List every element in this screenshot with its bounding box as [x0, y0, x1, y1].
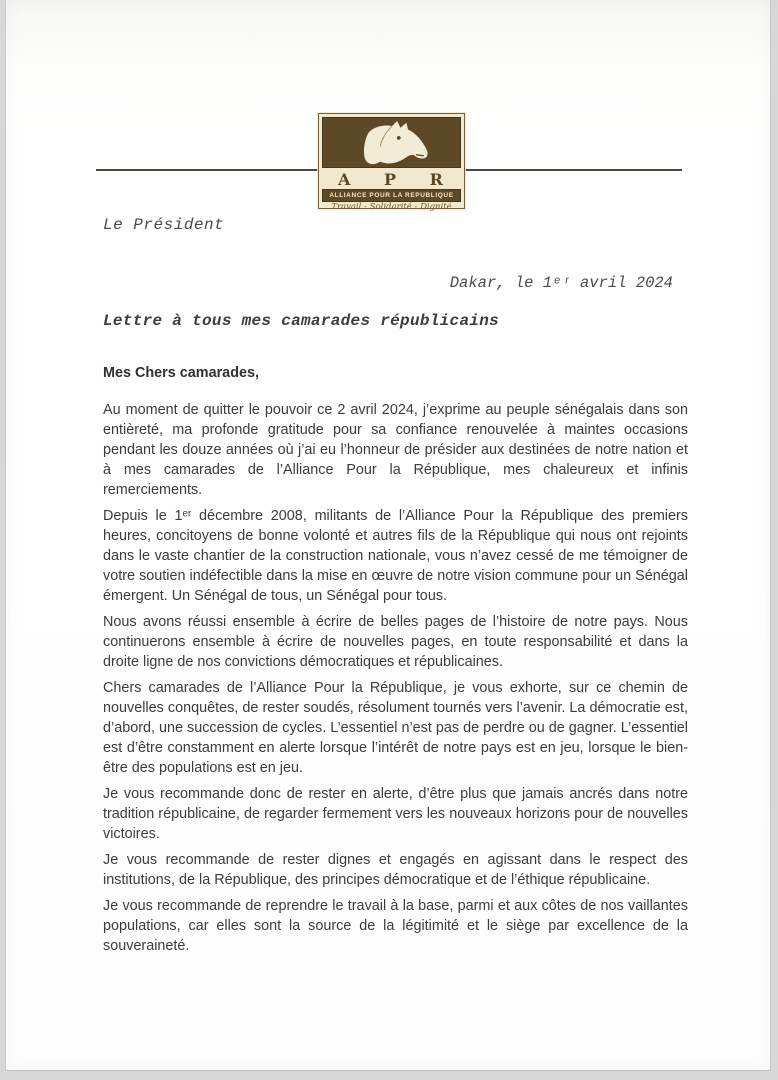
salutation: Mes Chers camarades,	[103, 365, 259, 381]
letter-paragraph: Je vous recommande de rester dignes et engagés en agissant dans le respect des institutions, de la République, des principes démocratique et de l’éthique républicaine.	[103, 852, 688, 888]
letter-paragraph: Depuis le 1ᵉʳ décembre 2008, militants de l’Alliance Pour la République des premiers heures, concitoyens de bonne volonté et autres fils de la République qui nous ont rejoints dans le vaste chantier de la construction nationale, vous n’avez cessé de me témoigner de votre soutien indéfectible dans la mise en œuvre de notre vision commune pour un Sénégal émergent. Un Sénégal de tous, un Sénégal pour tous.	[103, 508, 688, 604]
apr-motto: Travail - Solidarité - Dignité	[331, 202, 452, 212]
letter-body	[103, 363, 688, 962]
subject-line: Lettre à tous mes camarades républicains	[103, 312, 500, 330]
apr-acronym: A P R	[338, 169, 445, 189]
sender-title: Le Président	[103, 216, 225, 234]
dateline: Dakar, le 1ᵉʳ avril 2024	[449, 274, 673, 292]
paper-sheet	[5, 0, 771, 1071]
apr-logo	[318, 113, 465, 212]
letter-paragraph: Au moment de quitter le pouvoir ce 2 avril 2024, j’exprime au peuple sénégalais dans son entièreté, ma profonde gratitude pour sa confiance renouvelée à maintes occasions pendant les douze années où j’ai eu l’honneur de présider aux destinées de notre nation et à mes camarades de l’Alliance Pour la République, mes chaleureux et infinis remerciements.	[103, 402, 688, 498]
letter-paragraph: Je vous recommande de reprendre le travail à la base, parmi et aux côtes de nos vaillantes populations, car elles sont la source de la légitimité et le siège par excellence de la souveraineté.	[103, 898, 688, 954]
letter-paragraph: Chers camarades de l’Alliance Pour la République, je vous exhorte, sur ce chemin de nouvelles conquêtes, de rester soudés, résolument tournés vers l’avenir. La démocratie est, d’abord, une succession de cycles. L’essentiel n’est pas de perdre ou de gagner. L’essentiel est d’être constamment en alerte lorsque l’intérêt de notre pays est en jeu, lorsque le bien-être des populations est en jeu.	[103, 680, 688, 776]
letter-paragraph: Je vous recommande donc de rester en alerte, d’être plus que jamais ancrés dans notre tradition républicaine, de regarder fermement vers les nouveaux horizons pour de nouvelles victoires.	[103, 786, 688, 842]
apr-full-name: ALLIANCE POUR LA REPUBLIQUE	[322, 189, 461, 202]
horse-head-icon	[322, 117, 461, 168]
letter-paragraph: Nous avons réussi ensemble à écrire de belles pages de l’histoire de notre pays. Nous continuerons ensemble à écrire de nouvelles pages, en toute responsabilité et dans la droite ligne de nos convictions démocratiques et républicaines.	[103, 614, 688, 670]
